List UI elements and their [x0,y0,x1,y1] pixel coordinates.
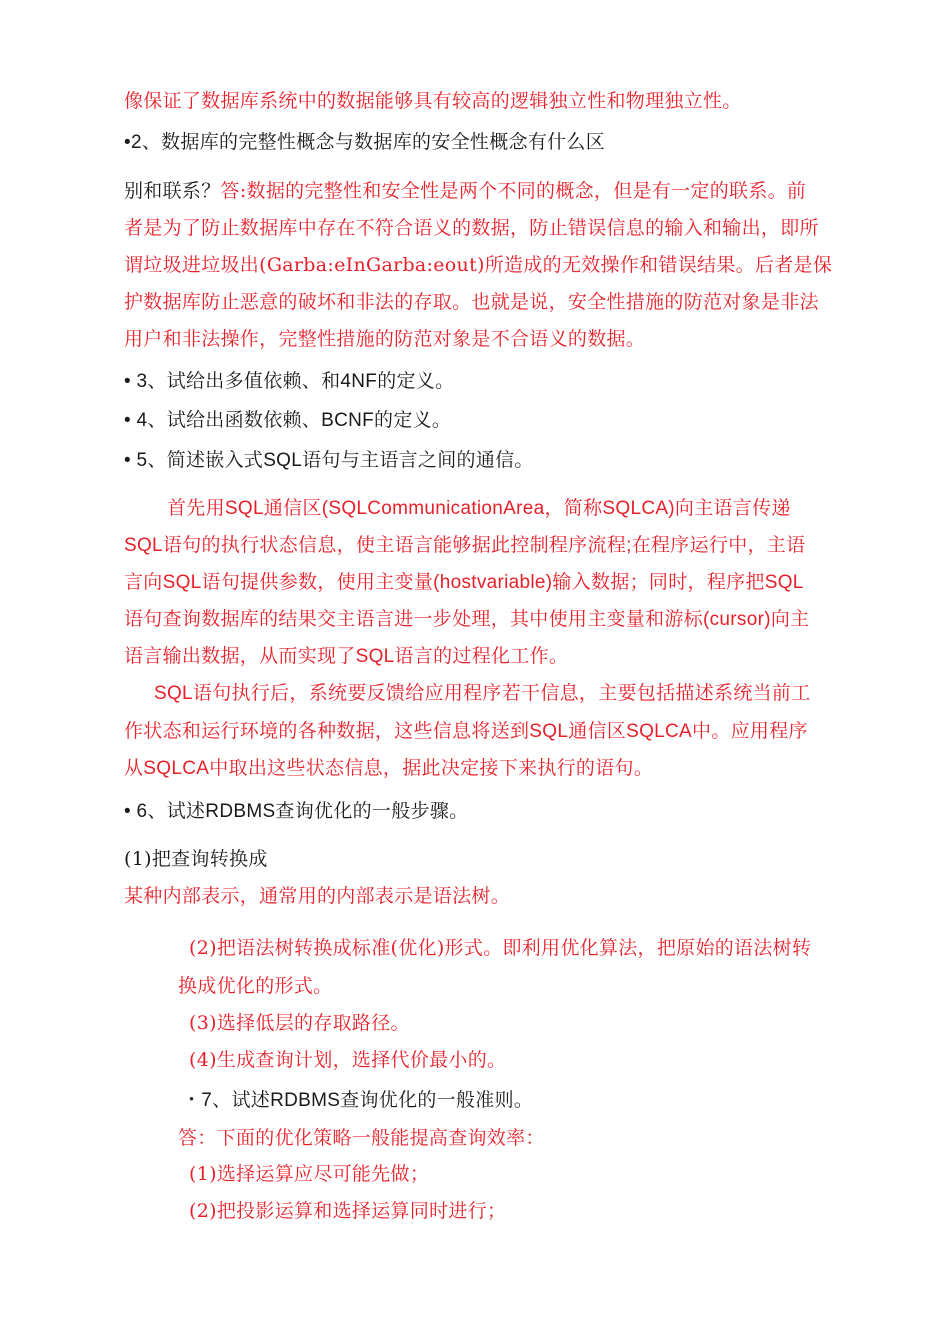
answer-text-line: 言向SQL语句提供参数，使用主变量(hostvariable)输入数据；同时，程序把SQL [124,572,804,593]
question-2-line: •2、数据库的完整性概念与数据库的安全性概念有什么区 [124,132,606,153]
step-1-line: (1)把查询转换成 [124,848,268,870]
question-7-line: ・7、试述RDBMS查询优化的一般准则。 [182,1090,534,1111]
answer-text-line: 语句查询数据库的结果交主语言进一步处理，其中使用主变量和游标(cursor)向主 [124,609,810,630]
answer-text-line: 者是为了防止数据库中存在不符合语义的数据，防止错误信息的输入和输出，即所 [124,217,819,239]
answer-text-line: 换成优化的形式。 [178,975,333,997]
answer-text-line: SQL语句执行后，系统要反馈给应用程序若干信息，主要包括描述系统当前工 [154,683,811,704]
answer-text-line: 从SQLCA中取出这些状态信息，据此决定接下来执行的语句。 [124,758,654,779]
answer-text-line: 谓垃圾进垃圾出(Garba:eInGarba:eout)所造成的无效操作和错误结果。后者是保 [124,254,833,276]
question-5-line: • 5、简述嵌入式SQL语句与主语言之间的通信。 [124,450,534,471]
answer-text-line: (2)把语法树转换成标准(优化)形式。即利用优化算法，把原始的语法树转 [189,937,812,959]
answer-text-line: (1)选择运算应尽可能先做； [189,1163,430,1185]
answer-text-line: 像保证了数据库系统中的数据能够具有较高的逻辑独立性和物理独立性。 [124,90,742,112]
answer-text-line: (2)把投影运算和选择运算同时进行； [189,1200,507,1222]
question-3-line: • 3、试给出多值依赖、和4NF的定义。 [124,371,455,392]
answer-text-line: 用户和非法操作，完整性措施的防范对象是不合语义的数据。 [124,328,646,350]
answer-text-line: 答：下面的优化策略一般能提高查询效率： [178,1127,545,1149]
answer-text-line: 护数据库防止恶意的破坏和非法的存取。也就是说，安全性措施的防范对象是非法 [124,291,819,313]
answer-text-line: 语言输出数据，从而实现了SQL语言的过程化工作。 [124,646,569,667]
question-6-line: • 6、试述RDBMS查询优化的一般步骤。 [124,801,469,822]
answer-text-line: (4)生成查询计划，选择代价最小的。 [189,1049,507,1071]
answer-text-line: 作状态和运行环境的各种数据，这些信息将送到SQL通信区SQLCA中。应用程序 [124,721,808,742]
question-2-answer-start [124,179,806,203]
question-2-tail: 别和联系？ [124,180,221,202]
answer-2-text: 答:数据的完整性和安全性是两个不同的概念，但是有一定的联系。前 [220,180,807,202]
question-4-line: • 4、试给出函数依赖、BCNF的定义。 [124,410,452,431]
answer-text-line: 某种内部表示，通常用的内部表示是语法树。 [124,885,511,907]
answer-text-line: SQL语句的执行状态信息，使主语言能够据此控制程序流程;在程序运行中，主语 [124,535,806,556]
answer-text-line: (3)选择低层的存取路径。 [189,1012,410,1034]
answer-text-line: 首先用SQL通信区(SQLCommunicationArea，简称SQLCA)向主语言传递 [167,498,791,519]
